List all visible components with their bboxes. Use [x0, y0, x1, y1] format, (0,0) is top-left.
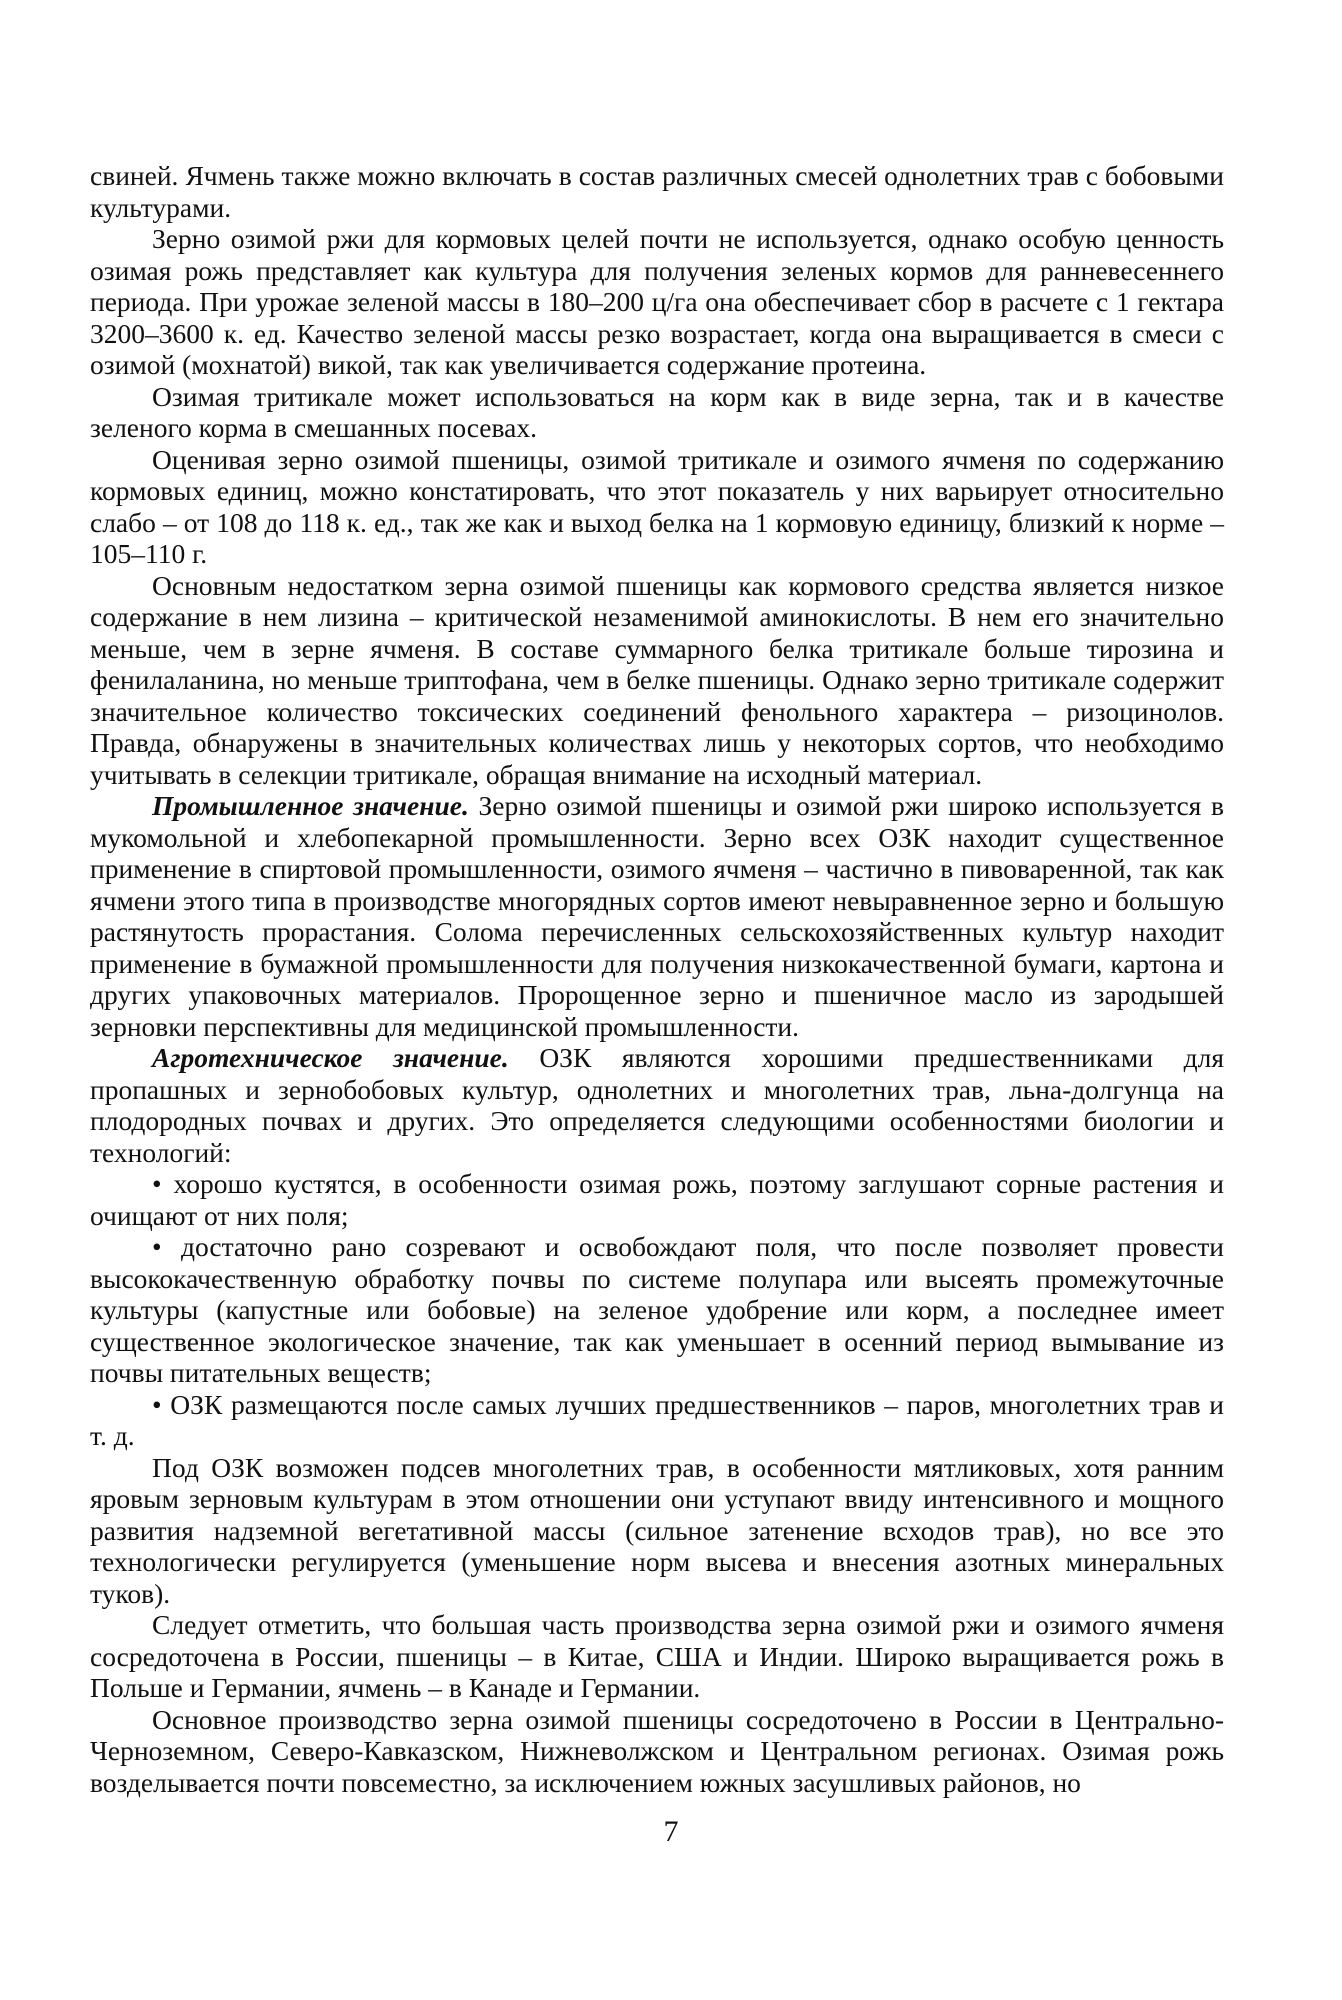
- paragraph-5: Основным недостатком зерна озимой пшеницы как кормового средства является низкое содержание в нем лизина – критической незаменимой аминокислоты. В нем его значительно меньше, чем в зерне ячменя. В составе суммарного белка тритикале больше тирозина и фенилаланина, но меньше триптофана, чем в белке пшеницы. Однако зерно тритикале содержит значительное количество токсических соединений фенольного характера – ризоцинолов. Правда, обнаружены в значительных количествах лишь у некоторых сортов, что необходимо учитывать в селекции тритикале, обращая внимание на исходный материал.: [90, 569, 1224, 790]
- industrial-text: Зерно озимой пшеницы и озимой ржи широко используется в мукомольной и хлебопекарной промышленности. Зерно всех ОЗК находит существенное применение в спиртовой промышленности, озимого ячменя – частично в пивоваренной, так как ячмени этого типа в производстве многорядных сортов имеют невыравненное зерно и большую растянутость прорастания. Солома перечисленных сельскохозяйственных культур находит применение в бумажной промышленности для получения низкокачественной бумаги, картона и других упаковочных материалов. Пророщенное зерно и пшеничное масло из зародышей зерновки перспективны для медицинской промышленности.: [90, 790, 1224, 1042]
- paragraph-4: Оценивая зерно озимой пшеницы, озимой тритикале и озимого ячменя по содержанию кормовых единиц, можно констатировать, что этот показатель у них варьирует относительно слабо – от 108 до 118 к. ед., так же как и выход белка на 1 кормовую единицу, близкий к норме – 105–110 г.: [90, 443, 1224, 569]
- paragraph-3: Озимая тритикале может использоваться на корм как в виде зерна, так и в качестве зеленого корма в смешанных посевах.: [90, 380, 1224, 443]
- paragraph-1: свиней. Ячмень также можно включать в состав различных смесей однолетних трав с бобовыми культурами.: [90, 160, 1224, 223]
- agrotechnical-heading: Агротехническое значение.: [152, 1042, 509, 1073]
- paragraph-agrotechnical: [90, 1042, 1224, 1168]
- paragraph-industrial: [90, 790, 1224, 1042]
- paragraph-production-regions: Основное производство зерна озимой пшеницы сосредоточено в России в Центрально-Черноземном, Северо-Кавказском, Нижневолжском и Центральном регионах. Озимая рожь возделывается почти повсеместно, за исключением южных засушливых районов, но: [90, 1703, 1224, 1798]
- industrial-heading: Промышленное значение.: [152, 790, 469, 821]
- bullet-item-3: • ОЗК размещаются после самых лучших предшественников – паров, многолетних трав и т. д.: [90, 1388, 1224, 1451]
- paragraph-2: Зерно озимой ржи для кормовых целей почти не используется, однако особую ценность озимая рожь представляет как культура для получения зеленых кормов для ранневесеннего периода. При урожае зеленой массы в 180–200 ц/га она обеспечивает сбор в расчете с 1 гектара 3200–3600 к. ед. Качество зеленой массы резко возрастает, когда она выращивается в смеси с озимой (мохнатой) викой, так как увеличивается содержание протеина.: [90, 223, 1224, 380]
- paragraph-undersowing: Под ОЗК возможен подсев многолетних трав, в особенности мятликовых, хотя ранним яровым зерновым культурам в этом отношении они уступают ввиду интенсивного и мощного развития надземной вегетативной массы (сильное затенение всходов трав), но все это технологически регулируется (уменьшение норм высева и внесения азотных минеральных туков).: [90, 1451, 1224, 1609]
- bullet-item-2: • достаточно рано созревают и освобождают поля, что после позволяет провести высококачественную обработку почвы по системе полупара или высеять промежуточные культуры (капустные или бобовые) на зеленое удобрение или корм, а последнее имеет существенное экологическое значение, так как уменьшает в осенний период вымывание из почвы питательных веществ;: [90, 1231, 1224, 1388]
- agrotechnical-text: ОЗК являются хорошими предшественниками для пропашных и зернобобовых культур, однолетних и многолетних трав, льна-долгунца на плодородных почвах и других. Это определяется следующими особенностями биологии и технологий:: [90, 1042, 1224, 1168]
- body-text: [90, 160, 1224, 1798]
- bullet-item-1: • хорошо кустятся, в особенности озимая рожь, поэтому заглушают сорные растения и очищают от них поля;: [90, 1168, 1224, 1231]
- paragraph-production-countries: Следует отметить, что большая часть производства зерна озимой ржи и озимого ячменя сосредоточена в России, пшеницы – в Китае, США и Индии. Широко выращивается рожь в Польше и Германии, ячмень – в Канаде и Германии.: [90, 1609, 1224, 1703]
- page-number: 7: [663, 1815, 679, 1848]
